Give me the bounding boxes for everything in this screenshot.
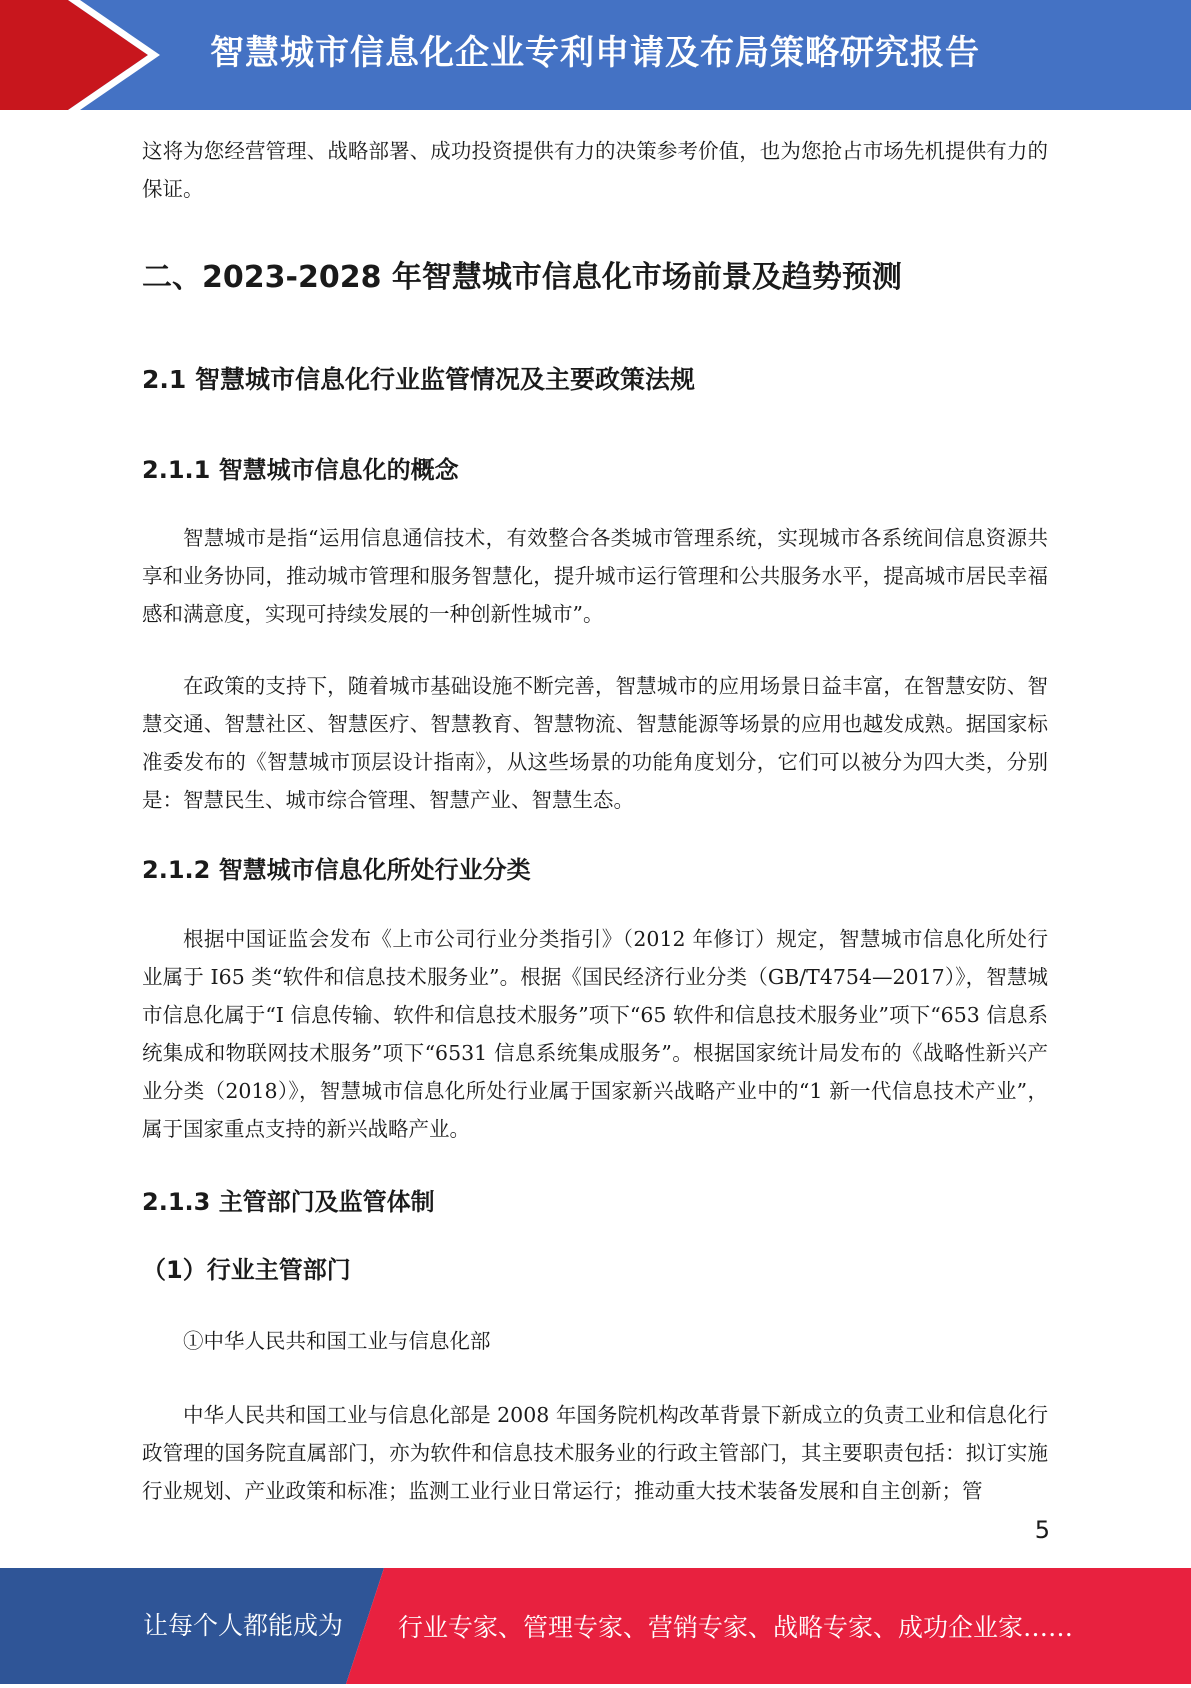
footer-slogan-right: 行业专家、管理专家、营销专家、战略专家、成功企业家…… (398, 1613, 1074, 1642)
document-title: 智慧城市信息化企业专利申请及布局策略研究报告 (210, 33, 980, 73)
page-number: 5 (1034, 1516, 1050, 1544)
subsection-2-1-1-title: 2.1.1 智慧城市信息化的概念 (142, 456, 459, 484)
concept-paragraph-2: 在政策的支持下，随着城市基础设施不断完善，智慧城市的应用场景日益丰富，在智慧安防、智慧交通、智慧社区、智慧医疗、智慧教育、智慧物流、智慧能源等场景的应用也越发成熟。据国家标准委发布的《智慧城市顶层设计指南》，从这些场景的功能角度划分，它们可以被分为四大类，分别是：智慧民生、城市综合管理、智慧产业、智慧生态。 (142, 674, 1048, 812)
concept-paragraph-1: 智慧城市是指“运用信息通信技术，有效整合各类城市管理系统，实现城市各系统间信息资源共享和业务协同，推动城市管理和服务智慧化，提升城市运行管理和公共服务水平，提高城市居民幸福感和满意度，实现可持续发展的一种创新性城市”。 (142, 526, 1048, 626)
header-banner (0, 0, 1191, 110)
subsection-2-1-2-title: 2.1.2 智慧城市信息化所处行业分类 (142, 856, 531, 884)
miit-item: ①中华人民共和国工业与信息化部 (183, 1329, 491, 1353)
subsection-2-1-title: 2.1 智慧城市信息化行业监管情况及主要政策法规 (142, 365, 695, 394)
classification-paragraph: 根据中国证监会发布《上市公司行业分类指引》（2012 年修订）规定，智慧城市信息化所处行业属于 I65 类“软件和信息技术服务业”。根据《国民经济行业分类（GB/T4754—2017）》，智慧城市信息化属于“I 信息传输、软件和信息技术服务”项下“65 软件和信息技术服务业”项下“653 信息系统集成和物联网技术服务”项下“6531 信息系统集成服务”。根据国家统计局发布的《战略性新兴产业分类（2018）》，智慧城市信息化所处行业属于国家新兴战略产业中的“1 新一代信息技术产业”，属于国家重点支持的新兴战略产业。 (142, 927, 1048, 1141)
section-title: 二、2023-2028 年智慧城市信息化市场前景及趋势预测 (142, 260, 902, 295)
footer-banner (0, 1568, 1191, 1684)
miit-paragraph: 中华人民共和国工业与信息化部是 2008 年国务院机构改革背景下新成立的负责工业和信息化行政管理的国务院直属部门，亦为软件和信息技术服务业的行政主管部门，其主要职责包括：拟订实施行业规划、产业政策和标准；监测工业行业日常运行；推动重大技术装备发展和自主创新；管 (142, 1403, 1048, 1503)
department-heading: （1）行业主管部门 (142, 1256, 351, 1284)
subsection-2-1-3-title: 2.1.3 主管部门及监管体制 (142, 1188, 435, 1216)
footer-slogan-left: 让每个人都能成为 (143, 1611, 344, 1640)
intro-paragraph: 这将为您经营管理、战略部署、成功投资提供有力的决策参考价值，也为您抢占市场先机提供有力的保证。 (142, 139, 1048, 201)
